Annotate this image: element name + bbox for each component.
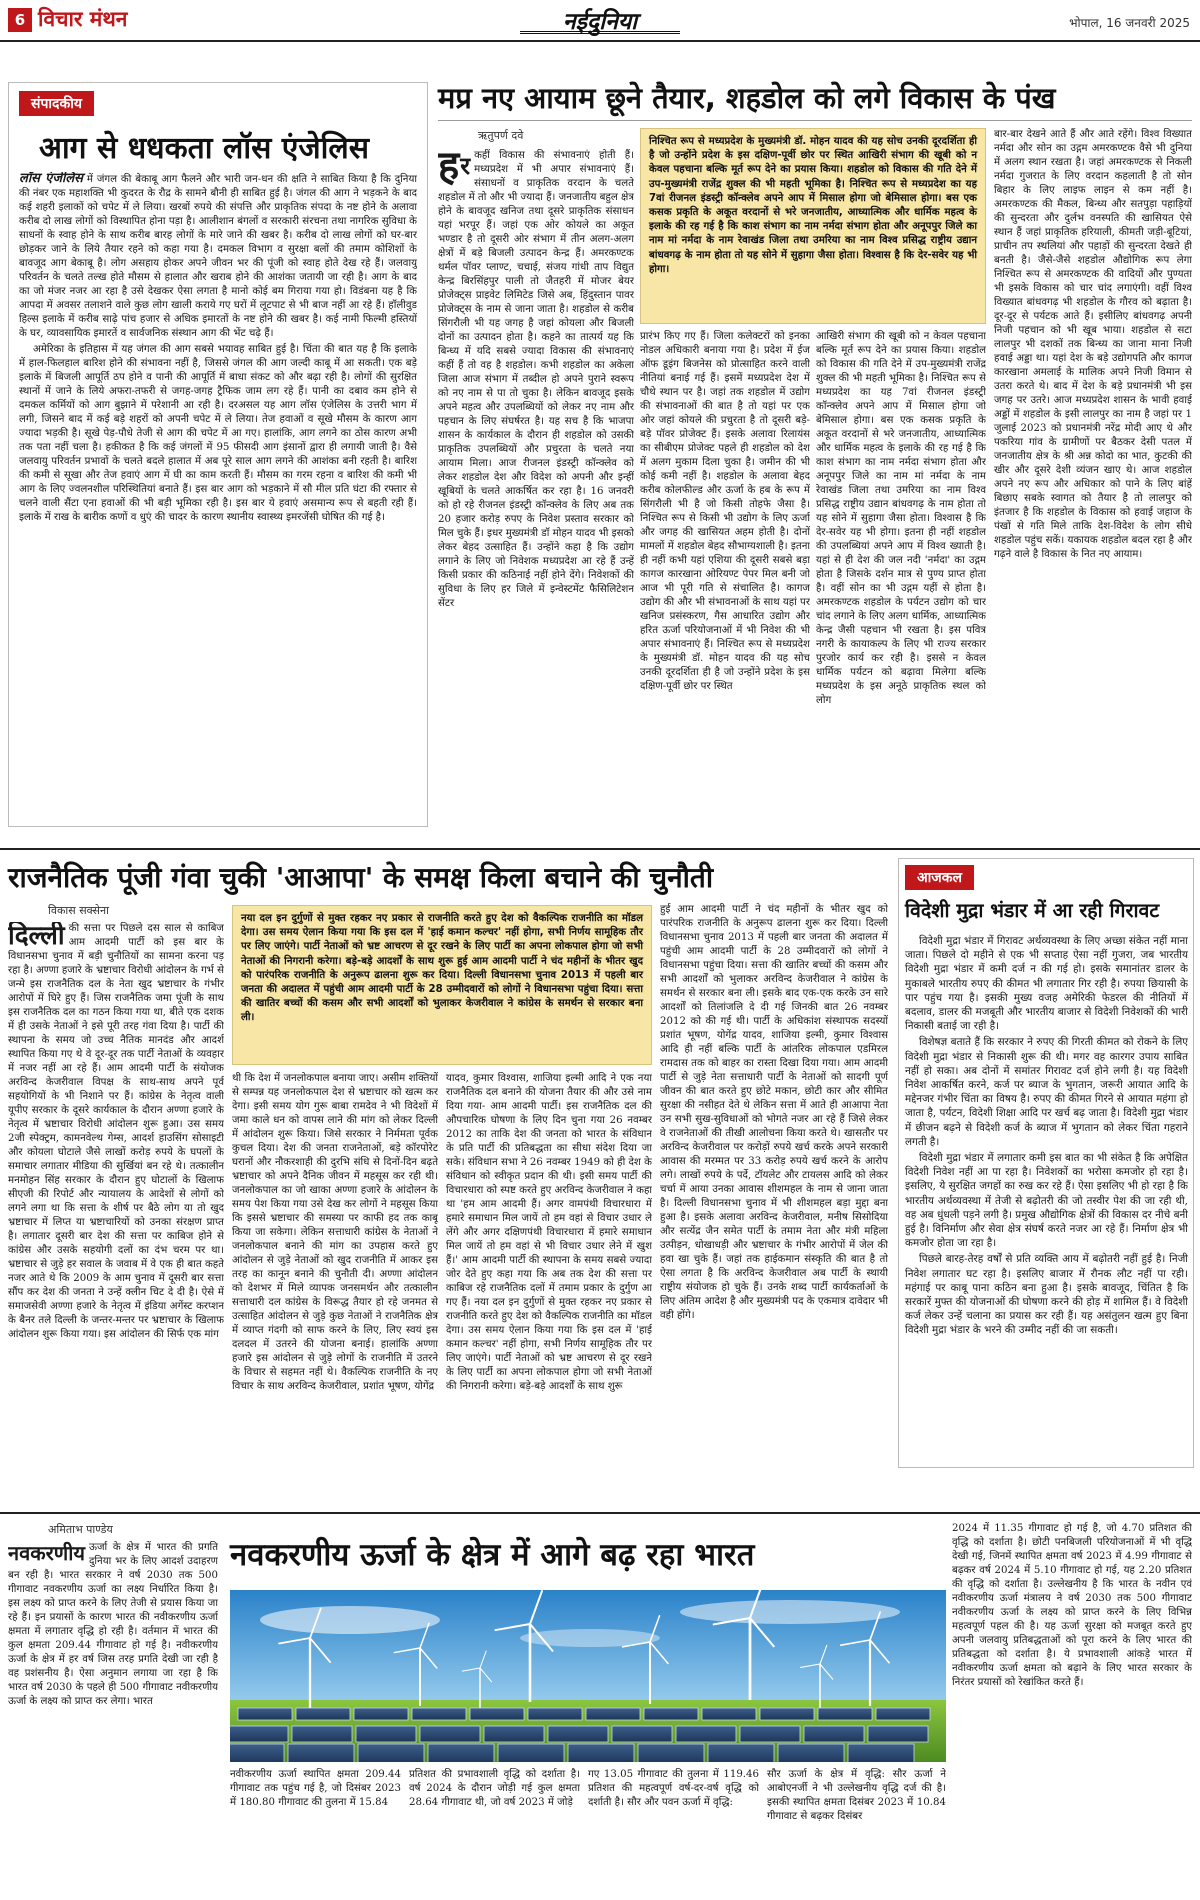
renewable-right-columns (952, 1522, 1192, 1874)
aajkal-paragraph: विदेशी मुद्रा भंडार में गिरावट अर्थव्यवस्था के लिए अच्छा संकेत नहीं माना जाता। पिछले दो महीने से एक भी सप्ताह ऐसा नहीं गुजरा, जब भारतीय विदेशी मुद्रा भंडार में कमी दर्ज न की गई हो। इसके समानांतर डालर के मुकाबले भारतीय रुपए की कीमत भी लगातार गिर रही है। रुपया छियासी के पार पहुंच गया है। इसकी मुख्य वजह अमेरिकी फेडरल की नीतियों में बदलाव, डालर की मजबूती और भारतीय बाजार से विदेशी निवेशकों की भारी निकासी बताई जा रही है। (905, 935, 1188, 1033)
editorial-body (19, 172, 417, 812)
renewable-caption-col-4: सौर ऊर्जा के क्षेत्र में वृद्धि: सौर ऊर्जा ने आबोएनर्जी ने भी उल्लेखनीय वृद्धि दर्ज की है। इसकी स्थापित क्षमता दिसंबर 2023 में 10.84 गीगावाट से बढ़कर दिसंबर (767, 1769, 946, 1822)
solar-panel-icon (498, 1744, 564, 1762)
politics-column-4: हुई आम आदमी पार्टी ने चंद महीनों के भीतर खुद को पारंपरिक राजनीति के अनुरूप ढालना शुरू कर दिया। दिल्ली विधानसभा चुनाव 2013 में पहली बार जनता की अदालत में पहुंची आम आदमी पार्टी के 28 उम्मीदवारों को लोगों ने विधानसभा पहुंचा दिया। सत्ता की खातिर बच्चों की कसम और सभी आदर्शों को भुलाकर अरविन्द केजरीवाल ने कांग्रेस के समर्थन से सरकार बना ली। इसके बाद एक-एक करके उन सारे आदर्शों को तिलांजलि दे दी गई जिनकी बात 26 नवम्बर 2012 को की गई थी। पार्टी के अधिकांश संस्थापक सदस्यों प्रशांत भूषण, योगेंद्र यादव, शाजिया इल्मी, कुमार विश्वास आदि ही नहीं बल्कि पार्टी के आंतरिक लोकपाल एडमिरल रामदास तक को बाहर का रास्ता दिखा दिया गया। आम आदमी पार्टी से जुड़े नेता सत्ताधारी पार्टी के नेताओं को सादगी पूर्ण जीवन की बात करते हुए छोटे मकान, छोटी कार और सीमित सुरक्षा की नसीहत देते थे लेकिन सत्ता में आते ही आआपा नेता उन सभी सुख-सुविधाओं को भोगते नजर आ रहे हैं जिसे लेकर वे राजनेताओं की तीखी आलोचना किया करते थे। खासतौर पर अरविन्द केजरीवाल पर करोड़ों रुपये खर्च करके अपने सरकारी आवास की मरम्मत पर 33 करोड़ रुपये खर्च करने के आरोप लगे। लाखों रुपये के पर्दे, टॉयलेट और टायलस आदि को लेकर चर्चा में आया उनका आवास शीशमहल के नाम से जाना जाता है। दिल्ली विधानसभा चुनाव में भी शीशमहल बड़ा मुद्दा बना हुआ है। इसके अलावा अरविन्द केजरीवाल, मनीष सिसोदिया और सत्येंद्र जैन समेत पार्टी के तमाम नेता और मंत्री महिला उत्पीड़न, धोखाधड़ी और भ्रष्टाचार के गंभीर आरोपों में जेल की हवा खा चुके हैं। जहां तक हाईकमान संस्कृति की बात है तो ऐसा लगता है कि अरविन्द केजरीवाल अब पार्टी के स्थायी राष्ट्रीय संयोजक हो चुके हैं। उनके शब्द पार्टी कार्यकर्ताओं के लिए अंतिम आदेश है और मुख्यमंत्री पद के एकमात्र दावेदार भी वही होंगे। (660, 904, 888, 1321)
solar-panel-icon (548, 1726, 608, 1742)
politics-byline: विकास सक्सेना (48, 904, 109, 917)
aajkal-label: आजकल (905, 865, 974, 890)
solar-panel-icon (358, 1744, 424, 1762)
lead-column-3: आखिरी संभाग की खूबी को न केवल पहचाना बल्कि मूर्त रूप देने का प्रयास किया। शहडोल को विकास की गति देने में उप-मुख्यमंत्री राजेंद्र शुक्ल की भी महती भूमिका है। निश्चित रूप से मध्यप्रदेश का यह 7वां रीजनल इंडस्ट्री कॉन्क्लेव अपने आप में मिसाल होगा जो बेमिसाल होगा। बस एक कसक प्रकृति के अकूत वरदानों से भरे जनजातीय, आध्यात्मिक और धार्मिक महत्व के इलाके की रह गई है कि काश संभाग का नाम नर्मदा संभाग होता और अनूपपुर जिले का नाम मां नर्मदा के नाम रेवाखंड जिला तथा उमरिया का नाम विश्व प्रसिद्ध राष्ट्रीय उद्यान बांधवगढ़ के नाम होता तो यह सोने में सुहागा जैसा होता। विश्वास है कि देर-सवेर यह भी होगा। इतना ही नहीं शहडोल की उपलब्धियां अपने आप में विश्व ख्याती है। यहां से ही देश की जल नदी 'नर्मदा' का उद्गम होता है जिसके दर्शन मात्र से पुण्य प्राप्त होता है। वहीं सोन का भी उद्गम यहीं से होता है। अमरकण्टक शहडोल के पर्यटन उद्योग को चार चांद लगाने के लिए अलग धार्मिक, आध्यात्मिक केन्द्र जैसी पहचान भी रखता है। इस पवित्र नगरी के कायाकल्प के लिए भी राज्य सरकार पुरजोर कार्य कर रही है। इससे न केवल धार्मिक पर्यटन को बढ़ावा मिलेगा बल्कि मध्यप्रदेश के इस अनूठे प्राकृतिक स्थल को लोग (816, 331, 986, 706)
lead-rule (438, 120, 1192, 121)
renewable-caption-col-3: गए 13.05 गीगावाट की तुलना में 119.46 प्रतिशत की महत्वपूर्ण वर्ष-दर-वर्ष वृद्धि को दर्शाती है। सौर और पवन ऊर्जा में वृद्धि: (588, 1769, 759, 1808)
newspaper-logo: नईदुनिया (520, 4, 680, 34)
lead-column-4: बार-बार देखने आते हैं और आते रहेंगे। विश्व विख्यात नर्मदा और सोन का उद्गम अमरकण्टक वैसे भी दुनिया में अलग स्थान रखता है। जहां अमरकण्टक से निकली नर्मदा गुजरात के लिए वरदान कहलाती है तो सोन बिहार के लिए लाइफ लाइन से कम नहीं है। अमरकण्टक की मैकल, बिन्ध्य और सतपुड़ा पहाड़ियों की सुन्दरता और दुर्लभ वनस्पति की खासियत ऐसे स्थान हैं जहां प्राकृतिक हरियाली, कीमती जड़ी-बूटियां, प्राचीन तप स्थलियां और पहाड़ों की सुन्दरता देखते ही बनती है। जैसे-जैसे शहडोल औद्योगिक रूप लेगा निश्चित रूप से अमरकण्टक की वादियों और पुण्यता भी इसके विकास को चार चांद लगाएंगी। वहीं विश्व विख्यात बांधवगढ़ भी शहडोल के गौरव को बढ़ाता है। दूर-दूर से पर्यटक आते हैं। इसीलिए बांधवगढ़ अपनी निजी पहचान को भी खूब भाया। शहडोल से सटा लालपुर भी दशकों तक बिन्ध्य का जाना माना निजी हवाई अड्डा था। यहां देश के बड़े उद्योगपति और कागज कारखाना अमलाई के मालिक अपने निजी विमान से उतरा करते थे। बाद में देश के बड़े प्रधानमंत्री भी इस जगह पर उतरे। आज मध्यप्रदेश शासन के भावी हवाई अड्डों में शहडोल के इसी लालपुर का नाम है जहां पर 1 जुलाई 2023 को प्रधानमंत्री नरेंद्र मोदी आए थे और पकरिया गांव के ग्रामीणों पर बैठकर देसी पतल में जनजातीय क्षेत्र के श्री अन्न कोदो का भात, कुटकी की खीर और दूसरे देशी व्यंजन खाए थे। आज शहडोल अपने नए रूप और अधिकार को पाने के लिए बांहें बिछाए सबके स्वागत को तैयार है तो लालपुर को इंतजार है कि शहडोल के विकास को हवाई जहाज के पंखों से गति मिले ताकि देश-विदेश के लोग सीधे शहडोल पहुंच सकें। यकायक शहडोल बदल रहा है और गढ़ने वाले है विकास के नित नए आयाम। (994, 129, 1192, 560)
lead-highlight-box: निश्चित रूप से मध्यप्रदेश के मुख्यमंत्री डॉ. मोहन यादव की यह सोच उनकी दूरदर्शिता ही है जो उन्होंने प्रदेश के इस दक्षिण-पूर्वी छोर पर स्थित आखिरी संभाग की खूबी को न केवल पहचाना बल्कि मूर्त रूप देने का प्रयास किया। शहडोल को विकास की गति देने में उप-मुख्यमंत्री राजेंद्र शुक्ल की भी महती भूमिका है। निश्चित रूप से मध्यप्रदेश का यह 7वां रीजनल इंडस्ट्री कॉन्क्लेव अपने आप में मिसाल होगा जो बेमिसाल होगा। बस एक कसक प्रकृति के अकूत वरदानों से भरे जनजातीय, आध्यात्मिक और धार्मिक महत्व के इलाके की रह गई है कि काश संभाग का नाम नर्मदा संभाग होता और अनूपपुर जिले का नाम मां नर्मदा के नाम रेवाखंड जिला तथा उमरिया का नाम विश्व प्रसिद्ध राष्ट्रीय उद्यान बांधवगढ़ के नाम होता तो यह सोने में सुहागा जैसा होता। विश्वास है कि देर-सवेर यह भी होगा। (640, 128, 986, 324)
solar-panel-icon (470, 1708, 524, 1720)
solar-panel-icon (702, 1708, 756, 1720)
solar-panel-icon (412, 1708, 466, 1720)
solar-panel-icon (420, 1726, 480, 1742)
politics-highlight-box: नया दल इन दुर्गुणों से मुक्त रहकर नए प्रकार से राजनीति करते हुए देश को वैकल्पिक राजनीति का मॉडल देगा। उस समय ऐलान किया गया कि इस दल में 'हाई कमान कल्चर' नहीं होगा, सभी निर्णय सामूहिक तौर पर लिए जाएंगे। पार्टी नेताओं को भ्रष्ट आचरण से दूर रखने के लिए पार्टी का अपना लोकपाल होगा जो सभी नेताओं की निगरानी करेगा। बड़े-बड़े आदर्शों के साथ शुरू हुई आम आदमी पार्टी ने चंद महीनों के भीतर खुद को पारंपरिक राजनीति के अनुरूप ढालना शुरू कर दिया। दिल्ली विधानसभा चुनाव 2013 में पहली बार जनता की अदालत में पहुंची आम आदमी पार्टी के 28 उम्मीदवारों को लोगों ने विधानसभा पहुंचा दिया। सत्ता की खातिर बच्चों की कसम और सभी आदर्शों को भुलाकर केजरीवाल ने कांग्रेस के समर्थन से सरकार बना ली। (232, 905, 652, 1065)
solar-panel-icon (238, 1708, 292, 1720)
aajkal-headline: विदेशी मुद्रा भंडार में आ रही गिरावट (905, 899, 1160, 922)
solar-panel-icon (230, 1726, 288, 1742)
dropcap-word: नवकरणीय (8, 1541, 85, 1565)
masthead (0, 0, 1200, 42)
lead-column-2: प्रारंभ किए गए हैं। जिला कलेक्टरों को इनका नोडल अधिकारी बनाया गया है। प्रदेश में ईज ऑफ डूइंग बिजनेस को प्रोत्साहित करने वाली नीतियां बनाई गई हैं। इसमें मध्यप्रदेश देश में चौथे स्थान पर है। जहां तक शहडोल में उद्योग की संभावनाओं की बात है तो यहां पर एक ओर जहां कोयले की प्रचुरता है तो दूसरी बड़े-बड़े पॉवर प्रोजेक्ट हैं। इसके अलावा रिलायंस का सीबीएम प्रोजेक्ट पहले ही शहडोल को देश में अलग मुकाम दिला चुका है। जमीन की भी कोई कमी नहीं है। शहडोल के अलावा बेहद करीब कोलफील्ड और ऊर्जा के हब के रूप में सिंगरौली भी है जो किसी तोहफे जैसा है। निश्चित रूप से किसी भी उद्योग के लिए ऊर्जा और जगह की खासियत अहम होती है। दोनों मामलों में शहडोल बेहद सौभाग्यशाली है। इतना ही नहीं कभी यहां एशिया की दूसरी सबसे बड़ा कागज कारखाना ओरियण्ट पेपर मिल बनी जो आज भी पूरी गति से संचालित है। कागज उद्योग की और भी संभावनाओं के साथ यहां पर खनिज प्रसंस्करण, गैस आधारित उद्योग और हरित ऊर्जा परियोजनाओं में भी निवेश की भी अपार संभावनाएं हैं। निश्चित रूप से मध्यप्रदेश के मुख्यमंत्री डॉ. मोहन यादव की यह सोच उनकी दूरदर्शिता ही है जो उन्होंने प्रदेश के इस दक्षिण-पूर्वी छोर पर स्थित (640, 331, 810, 692)
page-number: 6 (8, 8, 32, 32)
renewable-byline: अमिताभ पाण्डेय (48, 1523, 113, 1536)
editorial-paragraph: में जंगल की बेकाबू आग फैलने और भारी जन-धन की क्षति ने साबित किया है कि दुनिया की नंबर एक महाशक्ति भी कुदरत के रौद्र के सामने बौनी ही साबित हुई है। जंगल की आग ने भड़कने के बाद कई शहरी इलाकों को चपेट में ले लिया। खरबों रुपये की संपत्ति और प्राकृतिक संपदा के नष्ट होने के अलावा करीब दो लाख लोगों को विस्थापित होना पड़ा है। आलीशान बंगलों व सरकारी संरचना तथा नागरिक सुविधा के साधनों के स्वाह होने के साथ करीब बारह लोगों के मारे जाने की खबर है। करीब दो लाख लोगों को घर-बार छोड़कर जाने के लिये तैयार रहने को कहा गया है। दमकल विभाग व सुरक्षा बलों की तमाम कोशिशों के बावजूद आग बेकाबू है। लोग असहाय होकर अपने जीवन भर की पूंजी को स्वाह होते देख रहे हैं। जलवायु परिवर्तन के चलते तल्ख होते मौसम से हालात और खराब होने की आशंका जतायी जा रही है। आग के बाद का जो मंजर नजर आ रहा है उसे देखकर ऐसा लगता है मानो कोई बम गिराया गया हो। विडंबना यह है कि आपदा में अवसर तलाशने वाले कुछ लोग खाली कराये गए घरों में लूटपाट से भी बाज नहीं आ रहे हैं। हॉलीवुड हिल्स इलाके में करीब साढ़े पांच हजार से अधिक इमारतों के नष्ट होने की खबर है। कई नामी फिल्मी हस्तियों के घर, व्यावसायिक इमारतें व सार्वजनिक संस्थान आग की भेंट चढ़े हैं। (19, 174, 417, 339)
politics-column-2: थी कि देश में जनलोकपाल बनाया जाए। असीम शक्तियों से सम्पन्न यह जनलोकपाल देश से भ्रष्टाचार को खत्म कर देगा। इसी समय योग गुरू बाबा रामदेव ने भी विदेशों में जमा काले धन को वापस लाने की मांग को लेकर दिल्ली में आंदोलन शुरू किया। जिसे सरकार ने निर्ममता पूर्वक कुचल दिया। देश की जनता राजनेताओं, बड़े कॉरपोरेट घरानों और नौकरशाही की दुरभि संधि से दिनों-दिन बढ़ते भ्रष्टाचार को अपने दैनिक जीवन में महसूस कर रही थी। जनलोकपाल का जो खाका अण्णा हजारे के आंदोलन के समय पेश किया गया उसे देख कर लोगों ने महसूस किया कि इससे भ्रष्टाचार की समस्या पर काफी हद तक काबू किया जा सकेगा। लेकिन सत्ताधारी कांग्रेस के नेताओं ने जनलोकपाल बनाने की मांग का उपहास करते हुए आंदोलन से जुड़े नेताओं को खुद राजनीति में आकर इस तरह का कानून बनाने की चुनौती दी। अण्णा आंदोलन को देशभर में मिले व्यापक जनसमर्थन और तत्कालीन सत्ताधारी दल कांग्रेस के विरूद्ध तैयार हो रहे जनमत से उत्साहित आंदोलन से जुड़े कुछ नेताओं ने राजनैतिक क्षेत्र में व्याप्त गंदगी को साफ करने के लिए, लिए स्वयं इस दलदल में उतरने की योजना बनाई। हालांकि अण्णा हजारे इस आंदोलन से जुड़े लोगों के राजनीति में उतरने के विचार से सहमत नहीं थे। वैकल्पिक राजनीति के नए विचार के साथ अरविन्द केजरीवाल, प्रशांत भूषण, योगेंद्र (232, 1073, 438, 1392)
solar-panel-icon (778, 1744, 844, 1762)
dropcap-letter: र (460, 151, 471, 180)
lead-paragraph: कहीं विकास की संभावनाएं होती हैं। मध्यप्रदेश में भी अपार संभावनाएं हैं। संसाधनों व प्राकृतिक वरदान के चलते शहडोल में तो और भी ज्यादा हैं। जनजातीय बहुल क्षेत्र होने के बावजूद खनिज तथा दूसरे प्राकृतिक संसाधन यहां भरपूर हैं। जहां एक ओर कोयले का अकूत भण्डार है तो दूसरी ओर संभाग में तीन अलग-अलग क्षेत्रों में बड़े बिजली उत्पादन केन्द्र हैं। अमरकण्टक थर्मल पॉवर प्लाण्ट, चचाई, संजय गांधी ताप विद्युत केन्द्र बिरसिंहपुर पाली तो जैतहरी में मोजर बेयर प्रोजेक्ट्स प्राइवेट लिमिटेड जिसे अब, हिंदुस्तान पावर प्रोजेक्ट्स के नाम से जाना जाता है। शहडोल से करीब सिंगरौली भी यह जगह है जहां कोयला और बिजली दोनों का उत्पादन होता है। कहने का तात्पर्य यह कि बिन्ध्य में यदि सबसे ज्यादा विकास की संभावनाएं कहीं हैं तो वह है शहडोल। कभी शहडोल का अकेला जिला आज संभाग में तब्दील हो अपने पुराने स्वरूप को नए नाम से पा तो चुका है। लेकिन बावजूद इसके अपने महत्व और उपलब्धियों को लेकर नए नाम और पहचान के लिए संघर्षरत है। यह सच है कि भाजपा शासन के कार्यकाल के दौरान ही शहडोल को उसकी प्राकृतिक उपलब्धियों और प्रचुरता के चलते नया आयाम मिला। आज रीजनल इंडस्ट्री कॉन्क्लेव को लेकर शहडोल देश और विदेश को अपनी और इन्हीं खूबियों के चलते आकर्षित कर रहा है। 16 जनवरी को हो रहे रीजनल इंडस्ट्री कॉन्क्लेव के लिए अब तक 20 हजार करोड़ रुपए के निवेश प्रस्ताव सरकार को मिल चुके हैं। इधर मुख्यमंत्री डॉ मोहन यादव भी इसको लेकर बेहद उत्साहित हैं। उन्होंने कहा है कि उद्योग लगाने के लिए जो निवेशक मध्यप्रदेश आ रहे हैं उन्हें किसी प्रकार की कठिनाई नहीं होने देंगे। निवेशकों की सुविधा के लिए हर जिले में इन्वेस्टमेंट फैसिलिटेशन सेंटर (438, 150, 634, 609)
editorial-label: संपादकीय (19, 91, 94, 116)
solar-panel-icon (292, 1726, 352, 1742)
lead-headline: मप्र नए आयाम छूने तैयार, शहडोल को लगे विकास के पंख (438, 81, 1056, 115)
renewable-column-right: 2024 में 11.35 गीगावाट हो गई है, जो 4.70 प्रतिशत की वृद्धि को दर्शाता है। छोटी पनबिजली परियोजनाओं में भी वृद्धि देखी गई, जिनमें स्थापित क्षमता वर्ष 2023 में 4.99 गीगावाट से बढ़कर वर्ष 2024 में 5.10 गीगावाट हो गई, यह 2.20 प्रतिशत की वृद्धि को दर्शाता है। उल्लेखनीय है कि भारत के नवीन एवं नवीकरणीय ऊर्जा मंत्रालय ने वर्ष 2030 तक 500 गीगावाट नवीकरणीय ऊर्जा के लक्ष्य को प्राप्त करने के लिए विभिन्न महत्वपूर्ण पहल की है। यह ऊर्जा सुरक्षा को मजबूत करते हुए अपनी जलवायु प्रतिबद्धताओं को पूरा करने के लिए भारत की प्रतिबद्धता को दर्शाता है। ये प्रभावशाली आंकड़े भारत में नवीकरणीय ऊर्जा क्षमता को बढ़ाने के लिए भारत सरकार के निरंतर प्रयासों को रेखांकित करते हैं। (952, 1523, 1192, 1688)
section-divider (0, 848, 1200, 850)
section-name: विचार मंथन (38, 7, 128, 31)
editorial-title: आग से धधकता लॉस एंजेलिस (39, 131, 370, 166)
solar-panel-icon (612, 1726, 672, 1742)
aajkal-body (905, 934, 1188, 1462)
dropcap: ह (438, 149, 460, 189)
solar-panel-icon (288, 1744, 354, 1762)
solar-panel-icon (760, 1708, 814, 1720)
solar-panel-icon (296, 1708, 350, 1720)
section-divider (0, 1512, 1200, 1514)
politics-headline: राजनैतिक पूंजी गंवा चुकी 'आआपा' के समक्ष किला बचाने की चुनौती (8, 861, 714, 894)
solar-panel-icon (708, 1744, 774, 1762)
politics-column-1 (8, 903, 224, 1517)
dropcap-word: दिल्ली (8, 922, 65, 951)
lead-column-1 (438, 128, 634, 841)
renewable-paragraph: ऊर्जा के क्षेत्र में भारत की प्रगति दुनिया भर के लिए आदर्श उदाहरण बन रही है। भारत सरकार ने वर्ष 2030 तक 500 गीगावाट नवकरणीय ऊर्जा का लक्ष्य निर्धारित किया है। इस लक्ष्य को प्राप्त करने के लिए तेजी से प्रयास किया जा रहे हैं। इन प्रयासों के कारण भारत की नवीकरणीय ऊर्जा क्षमता में लगातार वृद्धि हो रही है। वर्तमान में भारत की कुल क्षमता 209.44 गीगावाट हो गई है। नवीकरणीय ऊर्जा के क्षेत्र में हर वर्ष जिस तरह प्रगति देखी जा रही है वह प्रशंसनीय है। ऐसा अनुमान लगाया जा रहा है कि भारत वर्ष 2030 के पहले ही 500 गीगावाट नवीकरणीय ऊर्जा के लक्ष्य को प्राप्त कर लेगा। भारत (8, 1542, 218, 1707)
aajkal-paragraph: पिछले बारह-तेरह वर्षों से प्रति व्यक्ति आय में बढ़ोतरी नहीं हुई है। निजी निवेश लगातार घट रहा है। इसलिए बाजार में रौनक लौट नहीं पा रही। महंगाई पर काबू पाना कठिन बना हुआ है। इसके बावजूद, चिंतित है कि सरकारें मुफ्त की योजनाओं की घोषणा करने की होड़ में शामिल हैं। वे विदेशी कर्ज लेकर उन्हें चलाना का प्रयास कर रही हैं। यह असंतुलन खत्म हुए बिना विदेशी मुद्रा भंडार के भरने की उम्मीद नहीं की जा सकती। (905, 1253, 1188, 1337)
issue-date: भोपाल, 16 जनवरी 2025 (1069, 16, 1190, 30)
solar-panel-icon (230, 1744, 284, 1762)
solar-panel-icon (848, 1744, 914, 1762)
renewable-headline: नवकरणीय ऊर्जा के क्षेत्र में आगे बढ़ रहा भारत (230, 1537, 755, 1573)
aajkal-paragraph: विदेशी मुद्रा भंडार में लगातार कमी इस बात का भी संकेत है कि अपेक्षित विदेशी निवेश नहीं आ पा रहा है। निवेशकों का भरोसा कमजोर हो रहा है। इसलिए, ये सुरक्षित जगहों का रुख कर रहे हैं। ऐसा इसलिए भी हो रहा है कि भारतीय अर्थव्यवस्था में तेजी से बढ़ोतरी की जो तस्वीर पेश की जा रही थी, वह अब धुंधली पड़ने लगी है। प्रमुख औद्योगिक क्षेत्रों की विकास दर नीचे बनी हुई है। विनिर्माण और सेवा क्षेत्र संघर्ष करते नजर आ रहे हैं। निर्माण क्षेत्र भी कमजोर होता जा रहा है। (905, 1152, 1188, 1250)
solar-panel-icon (568, 1744, 634, 1762)
solar-panel-icon (586, 1708, 640, 1720)
editorial-paragraph: अमेरिका के इतिहास में यह जंगल की आग सबसे भयावह साबित हुई है। चिंता की बात यह है कि इलाके में हाल-फिलहाल बारिश होने की संभावना नहीं है, जिससे जंगल की आग जल्दी काबू में आ सकती। एक बड़े इलाके में बिजली आपूर्ति ठप होने व पानी की आपूर्ति में बाधा संकट को और बढ़ा रही है। लोगों की सुरक्षित स्थानों में जाने के लिये अफरा-तफरी से जगह-जगह ट्रैफिक जाम लग रहे हैं। पानी का दबाव कम होने से दमकल कर्मियों को आग बुझाने में परेशानी आ रही है। दरअसल यह आग लॉस एंजेलिस के उत्तरी भाग में लगी, जिसने बाद में कई बड़े शहरों को अपनी चपेट में ले लिया। तेज हवाओं व सूखे मौसम के कारण आग ज्यादा भड़की है। सूखे पेड़-पौधे तेजी से आग की चपेट में आ गए। हालांकि, आग लगने का ठोस कारण अभी तक पता नहीं चला है। हकीकत है कि कई जंगलों में 95 फीसदी आग इंसानों द्वारा ही लगायी जाती है। वैसे जलवायु परिवर्तन प्रभावों के चलते बदले हालात में अब पूरे साल आग लगने की आशंका बनी रहती है। बारिश की कमी से सूखा और तेज हवाएं आग में घी का काम करती हैं। मौसम का गरम रहना व बारिश की कमी भी आग के लिए ज्वलनशील परिस्थितियां बनाते हैं। इस बार आग को भड़काने में सौ मील प्रति घंटा की रफ्तार से चलने वाली सैंटा एना हवाओं की भी बड़ी भूमिका रही है। इस बार ये हवाएं असमान्य रूप से बहती रही हैं। इलाके में राख के बारीक कणों व धुएं की चादर के कारण स्थानीय स्वास्थ्य इमरजेंसी घोषित की गई है। (19, 344, 417, 523)
solar-panel-icon (638, 1744, 704, 1762)
politics-column-3: यादव, कुमार विश्वास, शाजिया इल्मी आदि ने एक नया राजनैतिक दल बनाने की योजना तैयार की और उसे नाम दिया गया- आम आदमी पार्टी। इस राजनैतिक दल की औपचारिक घोषणा के लिए दिन चुना गया 26 नवम्बर 2012 का ताकि देश की जनता को भारत के संविधान के प्रति पार्टी की प्रतिबद्धता का सीधा संदेश दिया जा सके। संविधान सभा ने 26 नवम्बर 1949 को ही देश के संविधान को स्वीकृत प्रदान की थी। इसी समय पार्टी की विचारधारा को स्पष्ट करते हुए अरविन्द केजरीवाल ने कहा था 'हम आम आदमी हैं। अगर वामपंथी विचारधारा में हमारे समाधान मिल जायें तो हम वहां से विचार उधार ले लेंगे और अगर दक्षिणपंथी विचारधारा में हमारे समाधान मिल जायें तो हम वहां से भी विचार उधार लेने में खुश हैं।' आम आदमी पार्टी की स्थापना के समय सबसे ज्यादा जोर देते हुए कहा गया कि अब तक देश की सत्ता पर काबिज रहे राजनैतिक दलों में तमाम प्रकार के दुर्गुण आ गए हैं। नया दल इन दुर्गुणों से मुक्त रहकर नए प्रकार से राजनीति करते हुए देश को वैकल्पिक राजनीति का मॉडल देगा। उस समय ऐलान किया गया कि इस दल में 'हाई कमान कल्चर' नहीं होगा, सभी निर्णय सामूहिक तौर पर लिए जाएंगे। पार्टी नेताओं को भ्रष्ट आचरण से दूर रखने के लिए पार्टी का अपना लोकपाल होगा जो सभी नेताओं की निगरानी करेगा। बड़े-बड़े आदर्शों के साथ शुरू (446, 1073, 652, 1392)
solar-panel-icon (356, 1726, 416, 1742)
renewable-column-1 (8, 1522, 218, 1893)
solar-panel-icon (676, 1726, 736, 1742)
solar-panel-icon (528, 1708, 582, 1720)
solar-panel-icon (740, 1726, 800, 1742)
solar-panel-icon (876, 1708, 930, 1720)
aajkal-paragraph: विशेषज्ञ बताते हैं कि सरकार ने रुपए की गिरती कीमत को रोकने के लिए विदेशी मुद्रा भंडार से निकासी शुरू की थी। मगर वह कारगर उपाय साबित नहीं हो सका। अब दोनों में समांतर गिरावट दर्ज होने लगी है। यह विदेशी निवेश आकर्षित करने, कर्ज पर ब्याज के भुगतान, जरूरी आयात आदि के मद्देनजर गंभीर चिंता का विषय है। रुपए की कीमत गिरने से आयात महंगा हो जाता है, पर्यटन, विदेशी शिक्षा आदि पर खर्च बढ़ जाता है। विदेशी मुद्रा भंडार में छीजन बढ़ने से विदेशी कर्ज के ब्याज में भुगतान को लेकर चिंता गहराने लगती है। (905, 1036, 1188, 1148)
renewable-caption-col-2: प्रतिशत की प्रभावशाली वृद्धि को दर्शाता है। वर्ष 2024 के दौरान जोड़ी गई कुल क्षमता 28.64 गीगावाट थी, जो वर्ष 2023 में जोड़े (409, 1769, 580, 1808)
politics-paragraph: की सत्ता पर पिछले दस साल से काबिज आम आदमी पार्टी को इस बार के विधानसभा चुनाव में बड़ी चुनौतियों का सामना करना पड़ रहा है। अण्णा हजारे के भ्रष्टाचार विरोधी आंदोलन के गर्भ से जन्मे इस राजनैतिक दल के नेता खुद भ्रष्टाचार के गंभीर आरोपों में घिरे हुए हैं। जिस राजनैतिक जमा पूंजी के साथ इस राजनैतिक दल का गठन किया गया था, बीते एक दशक में ही उसके नेताओं ने इसे पूरी तरह गंवा दिया है। पार्टी की स्थापना के समय जो उच्च नैतिक मानदंड और आदर्श स्थापित किया गए थे वे दूर-दूर तक पार्टी नेताओं के व्यवहार में नजर नहीं आ रहे हैं। आम आदमी पार्टी के संयोजक अरविन्द केजरीवाल विपक्ष के साथ-साथ अपने पूर्व सहयोगियों के भी निशाने पर हैं। कांग्रेस के नेतृत्व वाली यूपीए सरकार के दूसरे कार्यकाल के दौरान अण्णा हजारे के नेतृत्व में भ्रष्टाचार विरोधी आंदोलन शुरू हुआ। उस समय 2जी स्पेक्ट्रम, कामनवेल्थ गेम्स, आदर्श हाउसिंग सोसाइटी और कोयला घोटाले जैसे लाखों करोड़ रुपये के घपलों के समाचार लगातार मीडिया की सुर्खियां बन रहे थे। तत्कालीन मनमोहन सिंह सरकार के दौरान हुए घोटालों के खिलाफ सीएजी की रिपोर्ट और न्यायालय के आदेशों से लोगों को लगने लगा था कि सत्ता के शीर्ष पर बैठे लोग या तो खुद भ्रष्टाचार में लिप्त या भ्रष्टाचारियों को उनका संरक्षण प्राप्त है। लगातार दूसरी बार देश की सत्ता पर काबिज होने से कांग्रेस और उसके सहयोगी दलों का दंभ चरम पर था। भ्रष्टाचार से जुड़े हर सवाल के जवाब में वे एक ही बात कहते नजर आते थे कि 2009 के आम चुनाव में दूसरी बार सत्ता सौंप कर देश की जनता ने उन्हें क्लीन चिट दे दी है। ऐसे में समाजसेवी अण्णा हजारे के नेतृत्व में इंडिया अगेंस्ट करप्शन के बैनर तले दिल्ली के जन्तर-मन्तर पर भ्रष्टाचार के खिलाफ आंदोलन शुरू किया गया। इस आंदोलन की सिर्फ एक मांग (8, 923, 224, 1340)
solar-panel-icon (354, 1708, 408, 1720)
wind-turbines-solar-panels-illustration (230, 1590, 946, 1762)
editorial (8, 82, 428, 827)
wind-solar-photo (230, 1590, 946, 1762)
editorial-dateline: लॉस एंजेलिस (19, 172, 83, 186)
renewable-caption-col-1: नवीकरणीय ऊर्जा स्थापित क्षमता 209.44 गीगावाट तक पहुंच गई है, जो दिसंबर 2023 में 180.80 गीगावाट की तुलना में 15.84 (230, 1769, 401, 1808)
solar-panel-icon (428, 1744, 494, 1762)
solar-panel-icon (868, 1726, 928, 1742)
solar-panel-icon (804, 1726, 864, 1742)
lead-byline: ऋतुपर्ण दवे (478, 129, 524, 142)
solar-panel-icon (484, 1726, 544, 1742)
solar-panel-icon (644, 1708, 698, 1720)
solar-panel-icon (818, 1708, 872, 1720)
